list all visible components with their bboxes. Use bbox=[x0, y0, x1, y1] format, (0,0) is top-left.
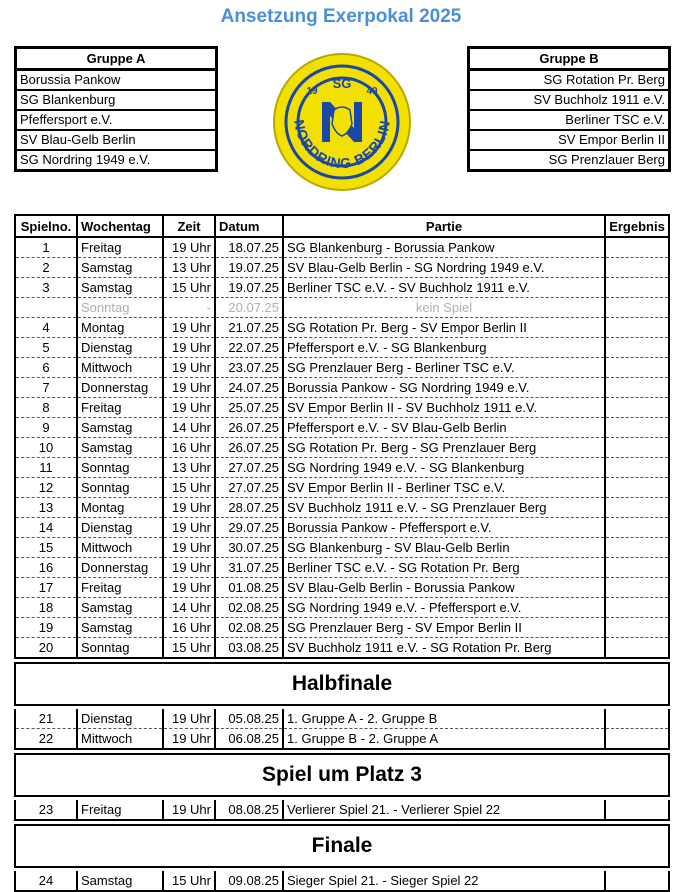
cell-nr: 7 bbox=[15, 378, 77, 398]
table-row bbox=[15, 618, 669, 638]
cell-date: 03.08.25 bbox=[215, 638, 283, 659]
cell-date: 23.07.25 bbox=[215, 358, 283, 378]
cell-nr: 1 bbox=[15, 237, 77, 258]
cell-nr: 15 bbox=[15, 538, 77, 558]
cell-match: Borussia Pankow - SG Nordring 1949 e.V. bbox=[283, 378, 605, 398]
cell-match: Pfeffersport e.V. - SG Blankenburg bbox=[283, 338, 605, 358]
cell-result bbox=[605, 638, 669, 659]
cell-date: 09.08.25 bbox=[215, 871, 283, 891]
cell-nr: 23 bbox=[15, 800, 77, 820]
cell-time: 19 Uhr bbox=[163, 318, 215, 338]
cell-match: SV Buchholz 1911 e.V. - SG Prenzlauer Berg bbox=[283, 498, 605, 518]
cell-time: 19 Uhr bbox=[163, 518, 215, 538]
cell-time: 16 Uhr bbox=[163, 618, 215, 638]
cell-result bbox=[605, 538, 669, 558]
cell-day: Mittwoch bbox=[77, 538, 163, 558]
cell-nr: 5 bbox=[15, 338, 77, 358]
cell-date: 21.07.25 bbox=[215, 318, 283, 338]
table-row bbox=[15, 418, 669, 438]
group-a-team: SG Nordring 1949 e.V. bbox=[20, 152, 151, 167]
table-row bbox=[15, 358, 669, 378]
cell-nr: 10 bbox=[15, 438, 77, 458]
table-row bbox=[15, 871, 669, 891]
table-row bbox=[15, 298, 669, 318]
section-third-place bbox=[15, 754, 669, 796]
cell-result bbox=[605, 438, 669, 458]
cell-nr bbox=[15, 298, 77, 318]
cell-nr: 2 bbox=[15, 258, 77, 278]
cell-result bbox=[605, 729, 669, 750]
cell-result bbox=[605, 578, 669, 598]
cell-match: kein Spiel bbox=[283, 298, 605, 318]
cell-day: Samstag bbox=[77, 438, 163, 458]
cell-result bbox=[605, 618, 669, 638]
cell-day: Montag bbox=[77, 498, 163, 518]
group-b-team: SV Empor Berlin II bbox=[470, 131, 668, 151]
section-final bbox=[15, 825, 669, 867]
cell-nr: 21 bbox=[15, 709, 77, 729]
cell-day: Sonntag bbox=[77, 478, 163, 498]
cell-match: SG Prenzlauer Berg - SV Empor Berlin II bbox=[283, 618, 605, 638]
cell-day: Dienstag bbox=[77, 518, 163, 538]
cell-match: SG Blankenburg - SV Blau-Gelb Berlin bbox=[283, 538, 605, 558]
cell-result bbox=[605, 478, 669, 498]
cell-time: 19 Uhr bbox=[163, 538, 215, 558]
section-third-place-label: Spiel um Platz 3 bbox=[15, 754, 669, 796]
cell-date: 01.08.25 bbox=[215, 578, 283, 598]
table-row bbox=[15, 800, 669, 820]
group-a-team: Pfeffersport e.V. bbox=[17, 111, 215, 131]
cell-date: 05.08.25 bbox=[215, 709, 283, 729]
group-b-team: SG Rotation Pr. Berg bbox=[470, 71, 668, 91]
cell-time: 13 Uhr bbox=[163, 458, 215, 478]
table-row bbox=[15, 338, 669, 358]
cell-date: 20.07.25 bbox=[215, 298, 283, 318]
cell-date: 28.07.25 bbox=[215, 498, 283, 518]
cell-date: 26.07.25 bbox=[215, 418, 283, 438]
section-final-label: Finale bbox=[15, 825, 669, 867]
cell-day: Freitag bbox=[77, 398, 163, 418]
cell-match: SG Rotation Pr. Berg - SG Prenzlauer Berg bbox=[283, 438, 605, 458]
cell-match: SG Nordring 1949 e.V. - SG Blankenburg bbox=[283, 458, 605, 478]
cell-nr: 24 bbox=[15, 871, 77, 891]
cell-date: 27.07.25 bbox=[215, 458, 283, 478]
cell-result bbox=[605, 418, 669, 438]
cell-time: 14 Uhr bbox=[163, 418, 215, 438]
cell-day: Dienstag bbox=[77, 709, 163, 729]
cell-result bbox=[605, 358, 669, 378]
cell-day: Sonntag bbox=[77, 458, 163, 478]
cell-result bbox=[605, 398, 669, 418]
table-row bbox=[15, 638, 669, 659]
cell-time: 19 Uhr bbox=[163, 558, 215, 578]
cell-result bbox=[605, 598, 669, 618]
cell-nr: 8 bbox=[15, 398, 77, 418]
cell-date: 22.07.25 bbox=[215, 338, 283, 358]
cell-match: SV Empor Berlin II - SV Buchholz 1911 e.V. bbox=[283, 398, 605, 418]
cell-result bbox=[605, 378, 669, 398]
col-header-time: Zeit bbox=[163, 215, 215, 237]
table-row bbox=[15, 498, 669, 518]
group-b-team: SV Buchholz 1911 e.V. bbox=[470, 91, 668, 111]
cell-day: Sonntag bbox=[77, 298, 163, 318]
cell-day: Donnerstag bbox=[77, 378, 163, 398]
table-row bbox=[15, 378, 669, 398]
cell-match: SG Nordring 1949 e.V. - Pfeffersport e.V. bbox=[283, 598, 605, 618]
cell-time: 15 Uhr bbox=[163, 871, 215, 891]
cell-time: 16 Uhr bbox=[163, 438, 215, 458]
cell-match: Borussia Pankow - Pfeffersport e.V. bbox=[283, 518, 605, 538]
cell-match: Verlierer Spiel 21. - Verlierer Spiel 22 bbox=[283, 800, 605, 820]
cell-day: Freitag bbox=[77, 237, 163, 258]
table-header-row bbox=[15, 215, 669, 237]
cell-day: Donnerstag bbox=[77, 558, 163, 578]
table-row bbox=[15, 318, 669, 338]
cell-match: 1. Gruppe B - 2. Gruppe A bbox=[283, 729, 605, 750]
cell-time: 19 Uhr bbox=[163, 378, 215, 398]
cell-date: 27.07.25 bbox=[215, 478, 283, 498]
cell-match: Pfeffersport e.V. - SV Blau-Gelb Berlin bbox=[283, 418, 605, 438]
table-row bbox=[15, 438, 669, 458]
cell-day: Freitag bbox=[77, 800, 163, 820]
cell-result bbox=[605, 871, 669, 891]
cell-date: 02.08.25 bbox=[215, 618, 283, 638]
cell-time: 19 Uhr bbox=[163, 358, 215, 378]
logo-year-right: 49 bbox=[366, 86, 378, 97]
table-row bbox=[15, 598, 669, 618]
cell-day: Samstag bbox=[77, 258, 163, 278]
cell-nr: 19 bbox=[15, 618, 77, 638]
cell-result bbox=[605, 800, 669, 820]
cell-match: SG Prenzlauer Berg - Berliner TSC e.V. bbox=[283, 358, 605, 378]
schedule-body bbox=[15, 237, 669, 891]
cell-day: Samstag bbox=[77, 278, 163, 298]
cell-nr: 22 bbox=[15, 729, 77, 750]
logo-sg-text: SG bbox=[332, 76, 352, 91]
cell-nr: 12 bbox=[15, 478, 77, 498]
col-header-result: Ergebnis bbox=[605, 215, 669, 237]
cell-nr: 18 bbox=[15, 598, 77, 618]
page-title: Ansetzung Exerpokal 2025 bbox=[220, 6, 462, 27]
cell-match: SG Blankenburg - Borussia Pankow bbox=[283, 237, 605, 258]
cell-time: 14 Uhr bbox=[163, 598, 215, 618]
group-a-header: Gruppe A bbox=[17, 49, 215, 71]
cell-nr: 20 bbox=[15, 638, 77, 659]
cell-match: SV Empor Berlin II - Berliner TSC e.V. bbox=[283, 478, 605, 498]
cell-day: Freitag bbox=[77, 578, 163, 598]
cell-date: 29.07.25 bbox=[215, 518, 283, 538]
cell-time: 19 Uhr bbox=[163, 498, 215, 518]
cell-nr: 16 bbox=[15, 558, 77, 578]
table-row bbox=[15, 458, 669, 478]
logo-year-left: 19 bbox=[306, 86, 318, 97]
cell-time: 19 Uhr bbox=[163, 709, 215, 729]
section-semifinal-label: Halbfinale bbox=[15, 663, 669, 705]
cell-day: Mittwoch bbox=[77, 729, 163, 750]
cell-date: 18.07.25 bbox=[215, 237, 283, 258]
cell-match: 1. Gruppe A - 2. Gruppe B bbox=[283, 709, 605, 729]
nordring-berlin-logo-icon bbox=[272, 52, 412, 192]
cell-result bbox=[605, 258, 669, 278]
cell-result bbox=[605, 558, 669, 578]
group-b-team: SG Prenzlauer Berg bbox=[548, 152, 665, 167]
cell-date: 19.07.25 bbox=[215, 278, 283, 298]
schedule-table bbox=[14, 214, 670, 892]
cell-day: Samstag bbox=[77, 598, 163, 618]
cell-result bbox=[605, 709, 669, 729]
cell-time: 19 Uhr bbox=[163, 237, 215, 258]
group-a-team: SG Blankenburg bbox=[17, 91, 215, 111]
cell-day: Samstag bbox=[77, 418, 163, 438]
cell-match: Berliner TSC e.V. - SG Rotation Pr. Berg bbox=[283, 558, 605, 578]
col-header-day: Wochentag bbox=[77, 215, 163, 237]
cell-time: 19 Uhr bbox=[163, 800, 215, 820]
cell-date: 26.07.25 bbox=[215, 438, 283, 458]
cell-result bbox=[605, 498, 669, 518]
table-row bbox=[15, 258, 669, 278]
cell-match: SV Blau-Gelb Berlin - SG Nordring 1949 e.V. bbox=[283, 258, 605, 278]
cell-result bbox=[605, 458, 669, 478]
table-row bbox=[15, 709, 669, 729]
cell-nr: 11 bbox=[15, 458, 77, 478]
cell-result bbox=[605, 518, 669, 538]
cell-match: SV Blau-Gelb Berlin - Borussia Pankow bbox=[283, 578, 605, 598]
cell-date: 08.08.25 bbox=[215, 800, 283, 820]
cell-time: 13 Uhr bbox=[163, 258, 215, 278]
table-row bbox=[15, 237, 669, 258]
cell-day: Samstag bbox=[77, 618, 163, 638]
cell-time: 19 Uhr bbox=[163, 578, 215, 598]
cell-date: 31.07.25 bbox=[215, 558, 283, 578]
cell-date: 19.07.25 bbox=[215, 258, 283, 278]
table-row bbox=[15, 398, 669, 418]
cell-date: 24.07.25 bbox=[215, 378, 283, 398]
table-row bbox=[15, 538, 669, 558]
cell-time: 19 Uhr bbox=[163, 398, 215, 418]
cell-time: - bbox=[163, 298, 215, 318]
table-row bbox=[15, 278, 669, 298]
cell-date: 30.07.25 bbox=[215, 538, 283, 558]
cell-result bbox=[605, 278, 669, 298]
cell-match: Sieger Spiel 21. - Sieger Spiel 22 bbox=[283, 871, 605, 891]
col-header-nr: Spielno. bbox=[15, 215, 77, 237]
table-row bbox=[15, 729, 669, 750]
group-a-team: Borussia Pankow bbox=[17, 71, 215, 91]
group-b-team: Berliner TSC e.V. bbox=[470, 111, 668, 131]
logo-ring-text: NORDRING BERLIN bbox=[290, 118, 394, 172]
cell-match: Berliner TSC e.V. - SV Buchholz 1911 e.V. bbox=[283, 278, 605, 298]
col-header-date: Datum bbox=[215, 215, 283, 237]
cell-day: Sonntag bbox=[77, 638, 163, 659]
table-row bbox=[15, 518, 669, 538]
group-b-table bbox=[467, 46, 671, 172]
group-b-header: Gruppe B bbox=[470, 49, 668, 71]
cell-day: Samstag bbox=[77, 871, 163, 891]
cell-date: 02.08.25 bbox=[215, 598, 283, 618]
cell-nr: 9 bbox=[15, 418, 77, 438]
table-row bbox=[15, 478, 669, 498]
table-row bbox=[15, 578, 669, 598]
cell-time: 15 Uhr bbox=[163, 638, 215, 659]
cell-day: Dienstag bbox=[77, 338, 163, 358]
cell-time: 19 Uhr bbox=[163, 729, 215, 750]
cell-match: SV Buchholz 1911 e.V. - SG Rotation Pr. Berg bbox=[283, 638, 605, 659]
group-a-table bbox=[14, 46, 218, 172]
col-header-match: Partie bbox=[283, 215, 605, 237]
table-row bbox=[15, 558, 669, 578]
cell-match: SG Rotation Pr. Berg - SV Empor Berlin II bbox=[283, 318, 605, 338]
cell-nr: 13 bbox=[15, 498, 77, 518]
cell-time: 15 Uhr bbox=[163, 478, 215, 498]
cell-date: 25.07.25 bbox=[215, 398, 283, 418]
cell-day: Montag bbox=[77, 318, 163, 338]
cell-time: 19 Uhr bbox=[163, 338, 215, 358]
cell-result bbox=[605, 298, 669, 318]
cell-nr: 6 bbox=[15, 358, 77, 378]
cell-result bbox=[605, 237, 669, 258]
cell-nr: 4 bbox=[15, 318, 77, 338]
cell-time: 15 Uhr bbox=[163, 278, 215, 298]
cell-day: Mittwoch bbox=[77, 358, 163, 378]
cell-result bbox=[605, 338, 669, 358]
section-semifinal bbox=[15, 663, 669, 705]
cell-nr: 3 bbox=[15, 278, 77, 298]
cell-nr: 14 bbox=[15, 518, 77, 538]
cell-nr: 17 bbox=[15, 578, 77, 598]
group-a-team: SV Blau-Gelb Berlin bbox=[17, 131, 215, 151]
cell-date: 06.08.25 bbox=[215, 729, 283, 750]
cell-result bbox=[605, 318, 669, 338]
